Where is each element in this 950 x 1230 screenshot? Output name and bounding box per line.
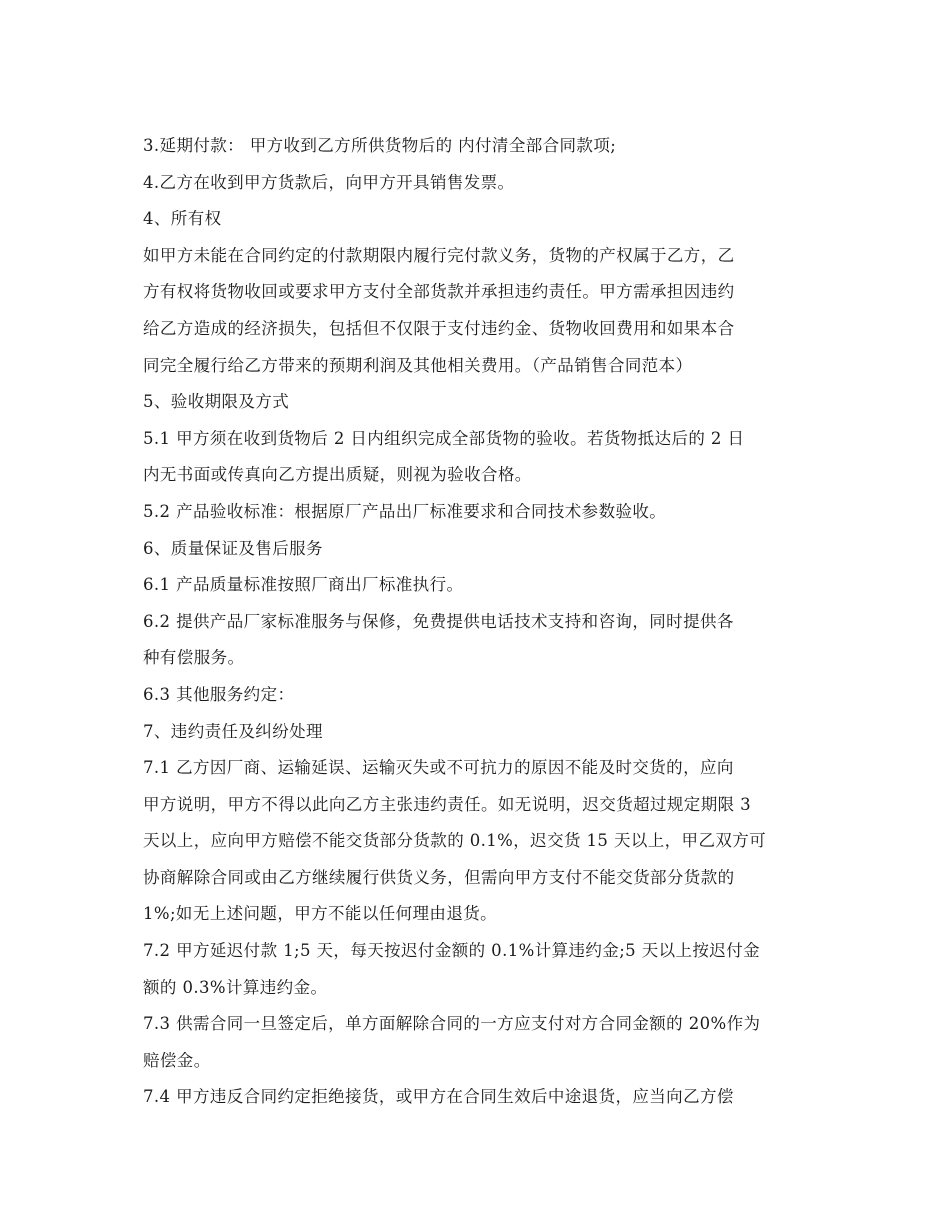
text-line: 3.延期付款： 甲方收到乙方所供货物后的 内付清全部合同款项; <box>143 136 617 155</box>
section-heading: 5、验收期限及方式 <box>143 392 290 412</box>
text-line: 给乙方造成的经济损失，包括但不仅限于支付违约金、货物收回费用和如果本合 <box>143 318 735 338</box>
text-line: 4.乙方在收到甲方货款后，向甲方开具销售发票。 <box>143 172 515 192</box>
text-line: 6.3 其他服务约定： <box>143 684 295 704</box>
text-line: 7.4 甲方违反合同约定拒绝接货，或甲方在合同生效后中途退货，应当向乙方偿 <box>143 1087 734 1107</box>
text-line: 7.2 甲方延迟付款 1;5 天，每天按迟付金额的 0.1%计算违约金;5 天以上按迟付金 <box>143 941 760 961</box>
text-line: 5.2 产品验收标准：根据原厂产品出厂标准要求和合同技术参数验收。 <box>143 501 667 521</box>
section-heading: 4、所有权 <box>143 209 222 229</box>
text-line: 甲方说明，甲方不得以此向乙方主张违约责任。如无说明，迟交货超过规定期限 3 <box>143 794 752 814</box>
text-line: 协商解除合同或由乙方继续履行供货义务，但需向甲方支付不能交货部分货款的 <box>143 867 735 887</box>
text-line: 同完全履行给乙方带来的预期利润及其他相关费用。（产品销售合同范本） <box>143 355 693 375</box>
text-line: 赔偿金。 <box>143 1050 211 1070</box>
text-line: 额的 0.3%计算违约金。 <box>143 977 328 997</box>
text-line: 方有权将货物收回或要求甲方支付全部货款并承担违约责任。甲方需承担因违约 <box>143 282 735 302</box>
text-line: 6.1 产品质量标准按照厂商出厂标准执行。 <box>143 575 464 595</box>
section-heading: 6、质量保证及售后服务 <box>143 538 323 558</box>
text-line: 如甲方未能在合同约定的付款期限内履行完付款义务，货物的产权属于乙方，乙 <box>143 245 735 265</box>
section-heading: 7、违约责任及纠纷处理 <box>143 721 323 741</box>
text-line: 7.1 乙方因厂商、运输延误、运输灭失或不可抗力的原因不能及时交货的，应向 <box>143 758 734 778</box>
text-line: 种有偿服务。 <box>143 648 245 668</box>
text-line: 7.3 供需合同一旦签定后，单方面解除合同的一方应支付对方合同金额的 20%作为 <box>143 1014 761 1034</box>
text-line: 5.1 甲方须在收到货物后 2 日内组织完成全部货物的验收。若货物抵达后的 2 日 <box>143 428 745 448</box>
text-line: 天以上，应向甲方赔偿不能交货部分货款的 0.1%，迟交货 15 天以上，甲乙双方可 <box>143 831 767 851</box>
text-line: 6.2 提供产品厂家标准服务与保修，免费提供电话技术支持和咨询，同时提供各 <box>143 611 734 631</box>
text-line: 内无书面或传真向乙方提出质疑，则视为验收合格。 <box>143 465 532 485</box>
text-line: 1%;如无上述问题，甲方不能以任何理由退货。 <box>143 904 498 924</box>
document-body <box>143 128 813 1116</box>
